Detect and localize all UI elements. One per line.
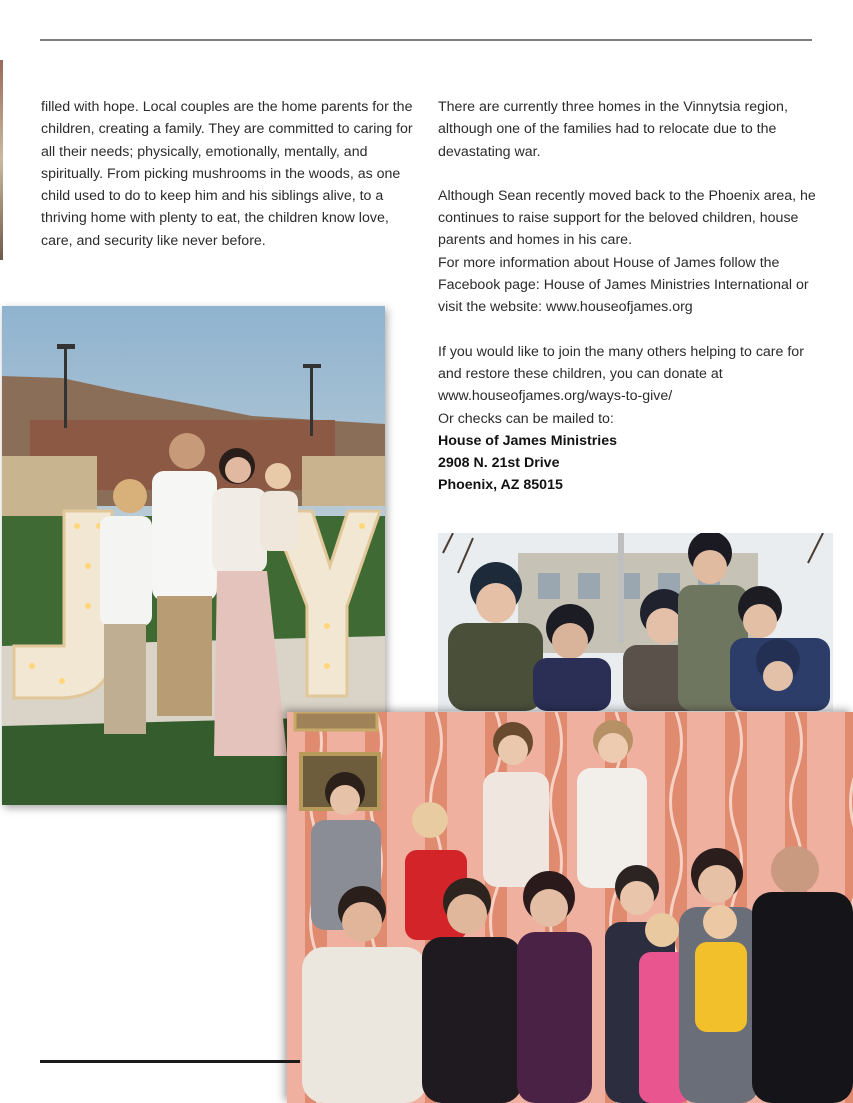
right-text-column [438,96,818,497]
group-photo [287,712,853,1103]
boys-photo-illustration [438,533,833,711]
homes-paragraph: There are currently three homes in the Vinnytsia region, although one of the families had to relocate due to the devastating war. [438,99,788,160]
info-paragraph: For more information about House of James follow the Facebook page: House of James Ministries International or visit the website: www.houseofjames.org [438,254,809,316]
address-street: 2908 N. 21st Drive [438,455,560,472]
bottom-rule [40,1060,300,1063]
left-text-column [41,96,413,252]
page-edge-strip [0,60,3,260]
address-city: Phoenix, AZ 85015 [438,477,563,494]
top-rule [40,39,812,41]
donate-paragraph: If you would like to join the many others helping to care for and restore these children, you can donate at www.houseofjames.org/ways-to-give/ [438,343,804,405]
checks-line: Or checks can be mailed to: [438,410,614,427]
support-paragraph: Although Sean recently moved back to the Phoenix area, he continues to raise support for the beloved children, house parents and homes in his care. [438,187,816,249]
address-name: House of James Ministries [438,432,617,449]
group-photo-illustration [287,712,853,1103]
left-paragraph: filled with hope. Local couples are the home parents for the children, creating a family. They are committed to caring for all their needs; physically, emotionally, mentally, and spiritually. From picking mushrooms in the woods, as one child used to do to keep him and his siblings alive, to a thriving home with plenty to eat, the children know love, care, and security like never before. [41,99,413,249]
boys-photo [438,533,833,711]
